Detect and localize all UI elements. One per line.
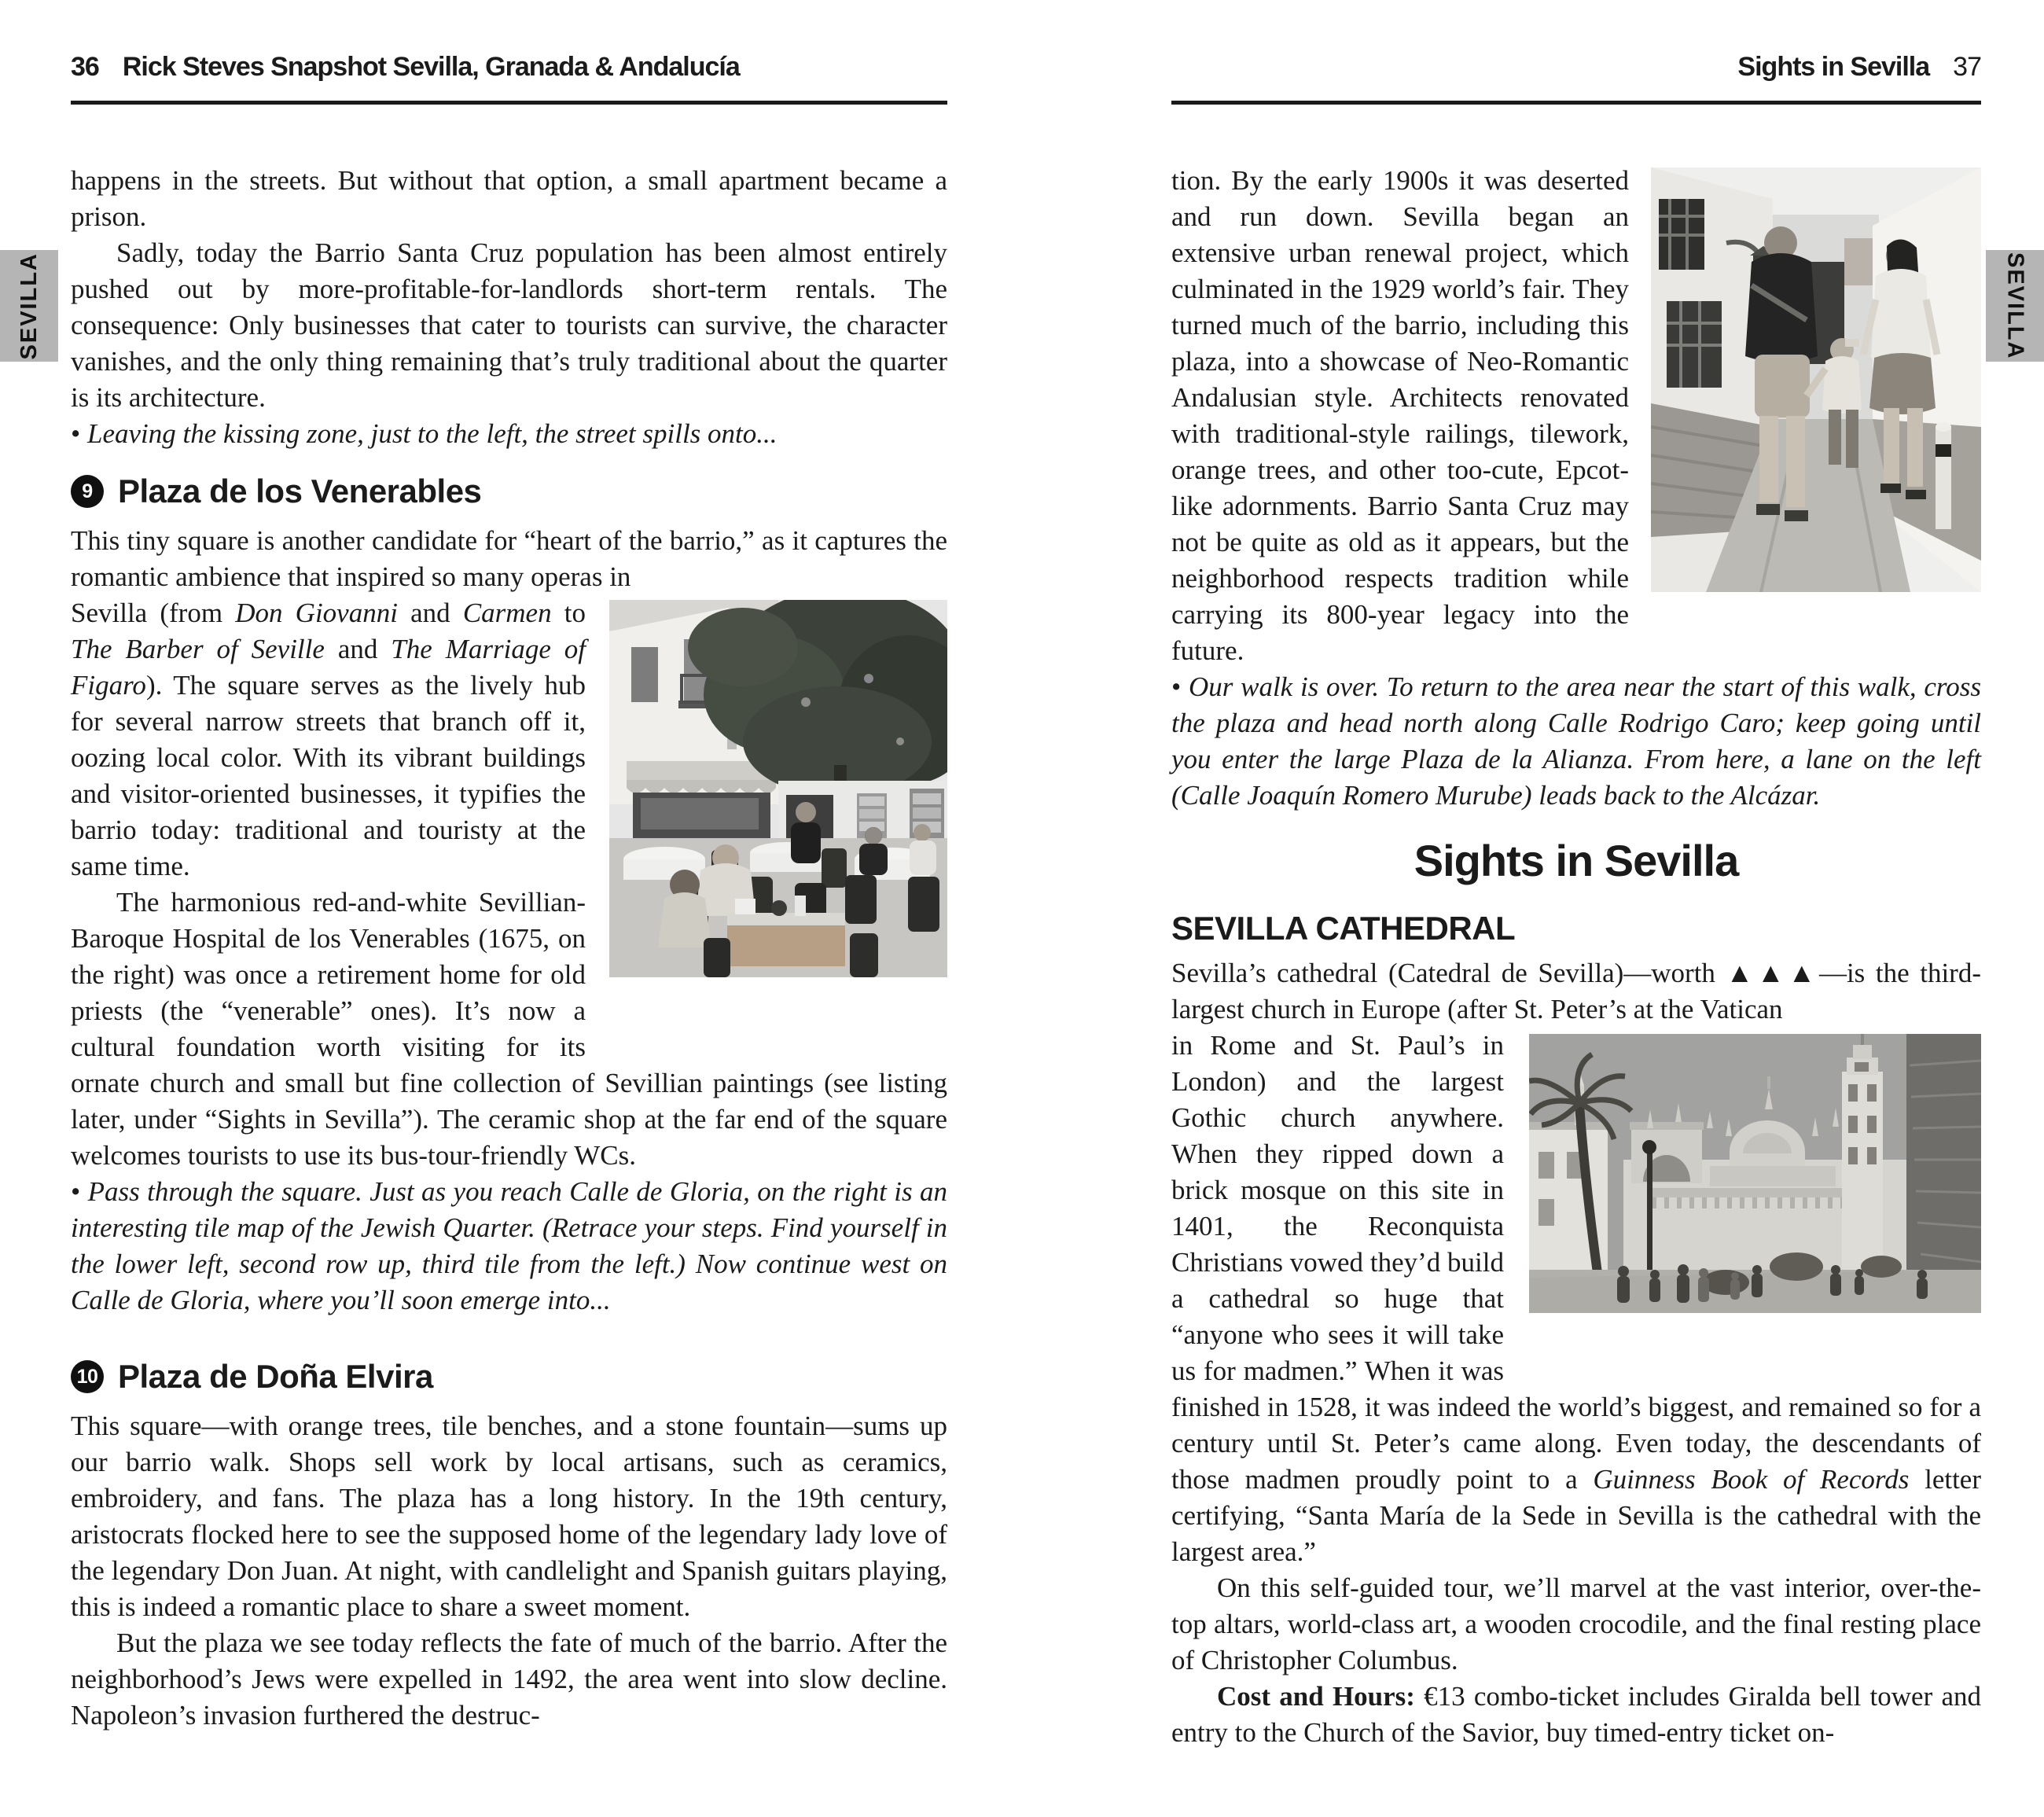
walking-direction: • Our walk is over. To return to the area near the start of this walk, cross the plaza and head north along Calle Rodrigo Caro; keep going until you enter the large Plaza de la Alianza. From here, a lane on the left (Calle Joaquín Romero Murube) leads back to the Alcázar.: [1171, 671, 1981, 811]
paragraph: in Rome and St. Paul’s in London) and the largest Gothic church anywhere. When they ripped down a brick mosque on this site in 1401, the Reconquista Christians vowed they’d build a cathedral so huge that “anyone who sees it will take us for madmen.” When it was finished in 1528, it was indeed the world’s biggest, and remained so for a century until St. Peter’s came along. Even today, the descendants of those madmen proudly point to a Guinness Book of Records letter certifying, “Santa María de la Sede in Sevilla is the cathedral with the largest area.”: [1171, 1030, 1982, 1567]
book-page-right: [1171, 49, 1981, 1751]
cost-and-hours: Cost and Hours: €13 combo-ticket includes Giralda bell tower and entry to the Church of the Savior, buy timed-entry ticket on-: [1171, 1681, 1981, 1748]
sevilla-cathedral-photo: [1529, 1034, 1981, 1313]
section-title: Plaza de Doña Elvira: [118, 1358, 433, 1395]
running-title: Sights in Sevilla: [1737, 52, 1930, 82]
section-heading-dona-elvira: [71, 1358, 947, 1396]
paragraph: tion. By the early 1900s it was deserted and run down. Sevilla began an extensive urban renewal project, which culminated in the 1929 world’s fair. They turned much of the barrio, including this plaza, into a showcase of Neo-Romantic Andalusian style. Architects renovated with traditional-style railings, tilework, orange trees, and other too-cute, Epcot-like adornments. Barrio Santa Cruz may not be quite as old as it appears, but the neighborhood respects tradition while carrying its 800-year legacy into the future.: [1171, 165, 1629, 666]
barrio-street-illustration: [1651, 167, 1981, 592]
book-page-left: [71, 49, 947, 1734]
paragraph: The harmonious red-and-white Sevillian-Baroque Hospital de los Venerables (1675, on the right) was once a retirement home for old priests (the “venerable” ones). It’s now a cultural foundation worth visiting for its ornate church and small but fine collection of Sevillian paintings (see listing later, under “Sights in Sevilla”). The ceramic shop at the far end of the square welcomes tourists to use its bus-tour-friendly WCs.: [71, 887, 947, 1171]
barrio-street-photo: [1651, 167, 1981, 592]
paragraph: This tiny square is another candidate for “heart of the barrio,” as it captures the romantic ambience that inspired so many operas in: [71, 525, 947, 592]
text-with-photo: [1171, 163, 1981, 669]
paragraph: This square—with orange trees, tile benches, and a stone fountain—sums up our barrio walk. Shops sell work by local artisans, such as ceramics, embroidery, and fans. The plaza has a long history. In the 19th century, aristocrats flocked here to see the supposed home of the legendary lady love of the legendary Don Juan. At night, with candlelight and Spanish guitars playing, this is indeed a romantic place to share a sweet moment.: [71, 1411, 947, 1622]
left-column-text: [71, 163, 947, 1734]
chapter-tab-right: [1986, 250, 2044, 362]
section-heading-venerables: [71, 473, 947, 510]
text-with-photo: [1171, 1028, 1981, 1751]
page-number: 37: [1953, 52, 1981, 82]
plaza-cafe-photo: [609, 600, 947, 977]
numbered-stop-badge: 10: [71, 1360, 104, 1393]
paragraph: Sevilla (from Don Giovanni and Carmen to The Barber of Seville and The Marriage of Figaro). The square serves as the lively hub for several narrow streets that branch off it, oozing local color. With its vibrant buildings and visitor-oriented businesses, it typifies the barrio today: traditional and touristy at the same time.: [71, 598, 586, 881]
sight-heading: SEVILLA CATHEDRAL: [1171, 910, 1516, 947]
numbered-stop-badge: 9: [71, 475, 104, 508]
page-header-right: [1171, 49, 1981, 105]
page-header-left: [71, 49, 947, 105]
chapter-tab-label: SEVILLA: [2002, 252, 2028, 360]
plaza-cafe-illustration: [609, 600, 947, 977]
paragraph: But the plaza we see today reflects the fate of much of the barrio. After the neighborhood’s Jews were expelled in 1492, the area went into slow decline. Napoleon’s invasion furthered the destruc-: [71, 1628, 947, 1731]
paragraph: On this self-guided tour, we’ll marvel at the vast interior, over-the-top altars, world-class art, a wooden crocodile, and the final resting place of Christopher Columbus.: [1171, 1572, 1981, 1675]
walking-direction: • Leaving the kissing zone, just to the left, the street spills onto...: [71, 418, 778, 449]
running-title: Rick Steves Snapshot Sevilla, Granada & Andalucía: [122, 52, 740, 82]
chapter-title: Sights in Sevilla: [1414, 836, 1739, 885]
text-with-photo: [71, 595, 947, 1174]
chapter-tab-label: SEVILLA: [16, 252, 42, 360]
chapter-tab-left: [0, 250, 58, 362]
paragraph: Sevilla’s cathedral (Catedral de Sevilla)—worth ▲▲▲—is the third-largest church in Europe (after St. Peter’s at the Vatican: [1171, 958, 1981, 1024]
paragraph: Sadly, today the Barrio Santa Cruz population has been almost entirely pushed out by more-profitable-for-landlords short-term rentals. The consequence: Only businesses that cater to tourists can survive, the character vanishes, and the only thing remaining that’s truly traditional about the quarter is its architecture.: [71, 237, 947, 413]
walking-direction: • Pass through the square. Just as you reach Calle de Gloria, on the right is an interesting tile map of the Jewish Quarter. (Retrace your steps. Find yourself in the lower left, second row up, third tile from the left.) Now continue west on Calle de Gloria, where you’ll soon emerge into...: [71, 1176, 947, 1315]
right-column-text: [1171, 163, 1981, 1751]
paragraph: happens in the streets. But without that option, a small apartment became a prison.: [71, 165, 947, 232]
cathedral-illustration: [1529, 1034, 1981, 1313]
section-title: Plaza de los Venerables: [118, 473, 482, 509]
page-number: 36: [71, 52, 99, 82]
